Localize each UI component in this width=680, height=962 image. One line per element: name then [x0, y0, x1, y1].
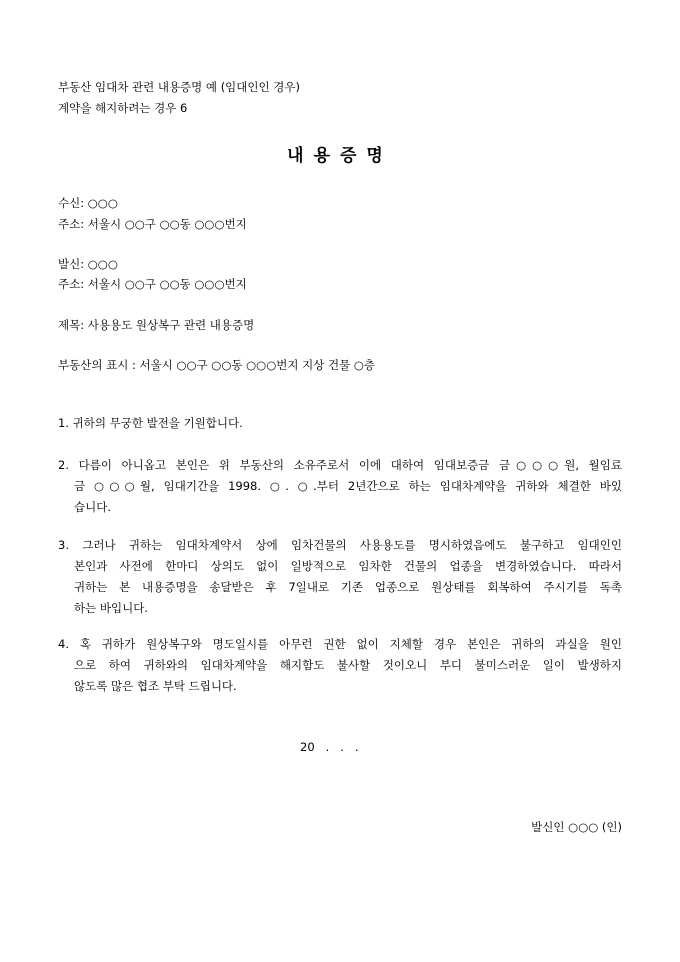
document-date: 20 . . .: [300, 740, 359, 754]
document-subject: 제목: 사용용도 원상복구 관련 내용증명: [58, 318, 255, 332]
paragraph-line: 으로 하여 귀하와의 임대차계약을 해지함도 불사할 것이오니 부디 불미스러운 일이 발생하지: [74, 658, 622, 672]
paragraph-line: 3. 그러나 귀하는 임대차계약서 상에 임차건물의 사용용도를 명시하였음에도 불구하고 임대인인: [58, 538, 622, 552]
paragraph-line: 4. 혹 귀하가 원상복구와 명도일시를 아무런 권한 없이 지체할 경우 본인은 귀하의 과실을 원인: [58, 637, 622, 651]
paragraph-2: [58, 455, 622, 518]
paragraph-line: 습니다.: [74, 500, 111, 514]
document-header-line2: 계약을 해지하려는 경우 6: [58, 101, 188, 115]
recipient-address: 주소: 서울시 ○○구 ○○동 ○○○번지: [58, 217, 247, 231]
sender-name: 발신: ○○○: [58, 257, 118, 271]
sender-address: 주소: 서울시 ○○구 ○○동 ○○○번지: [58, 277, 247, 291]
property-description: 부동산의 표시 : 서울시 ○○구 ○○동 ○○○번지 지상 건물 ○층: [58, 358, 376, 372]
paragraph-4: [58, 634, 622, 697]
paragraph-line: 귀하는 본 내용증명을 송달받은 후 7일내로 기존 업종으로 원상태를 회복하여 주시기를 독촉: [74, 580, 622, 594]
paragraph-line: 본인과 사전에 한마디 상의도 없이 일방적으로 임차한 건물의 업종을 변경하였습니다. 따라서: [74, 559, 622, 573]
recipient-name: 수신: ○○○: [58, 196, 118, 210]
paragraph-line: 하는 바입니다.: [74, 601, 148, 615]
paragraph-line: 금 ○○○월, 임대기간을 1998. ○. ○.부터 2년간으로 하는 임대차계약을 귀하와 체결한 바있: [74, 479, 622, 493]
paragraph-3: [58, 535, 622, 619]
document-header-line1: 부동산 임대차 관련 내용증명 예 (임대인인 경우): [58, 80, 300, 94]
paragraph-1: [58, 413, 622, 434]
document-title: 내용증명: [287, 146, 393, 166]
paragraph-line: 2. 다름이 아니옵고 본인은 위 부동산의 소유주로서 이에 대하여 임대보증금 금○○○원, 월임료: [58, 458, 622, 472]
paragraph-line: 1. 귀하의 무궁한 발전을 기원합니다.: [58, 416, 243, 430]
sender-signature: 발신인 ○○○ (인): [531, 820, 622, 834]
paragraph-line: 않도록 많은 협조 부탁 드립니다.: [74, 679, 237, 693]
